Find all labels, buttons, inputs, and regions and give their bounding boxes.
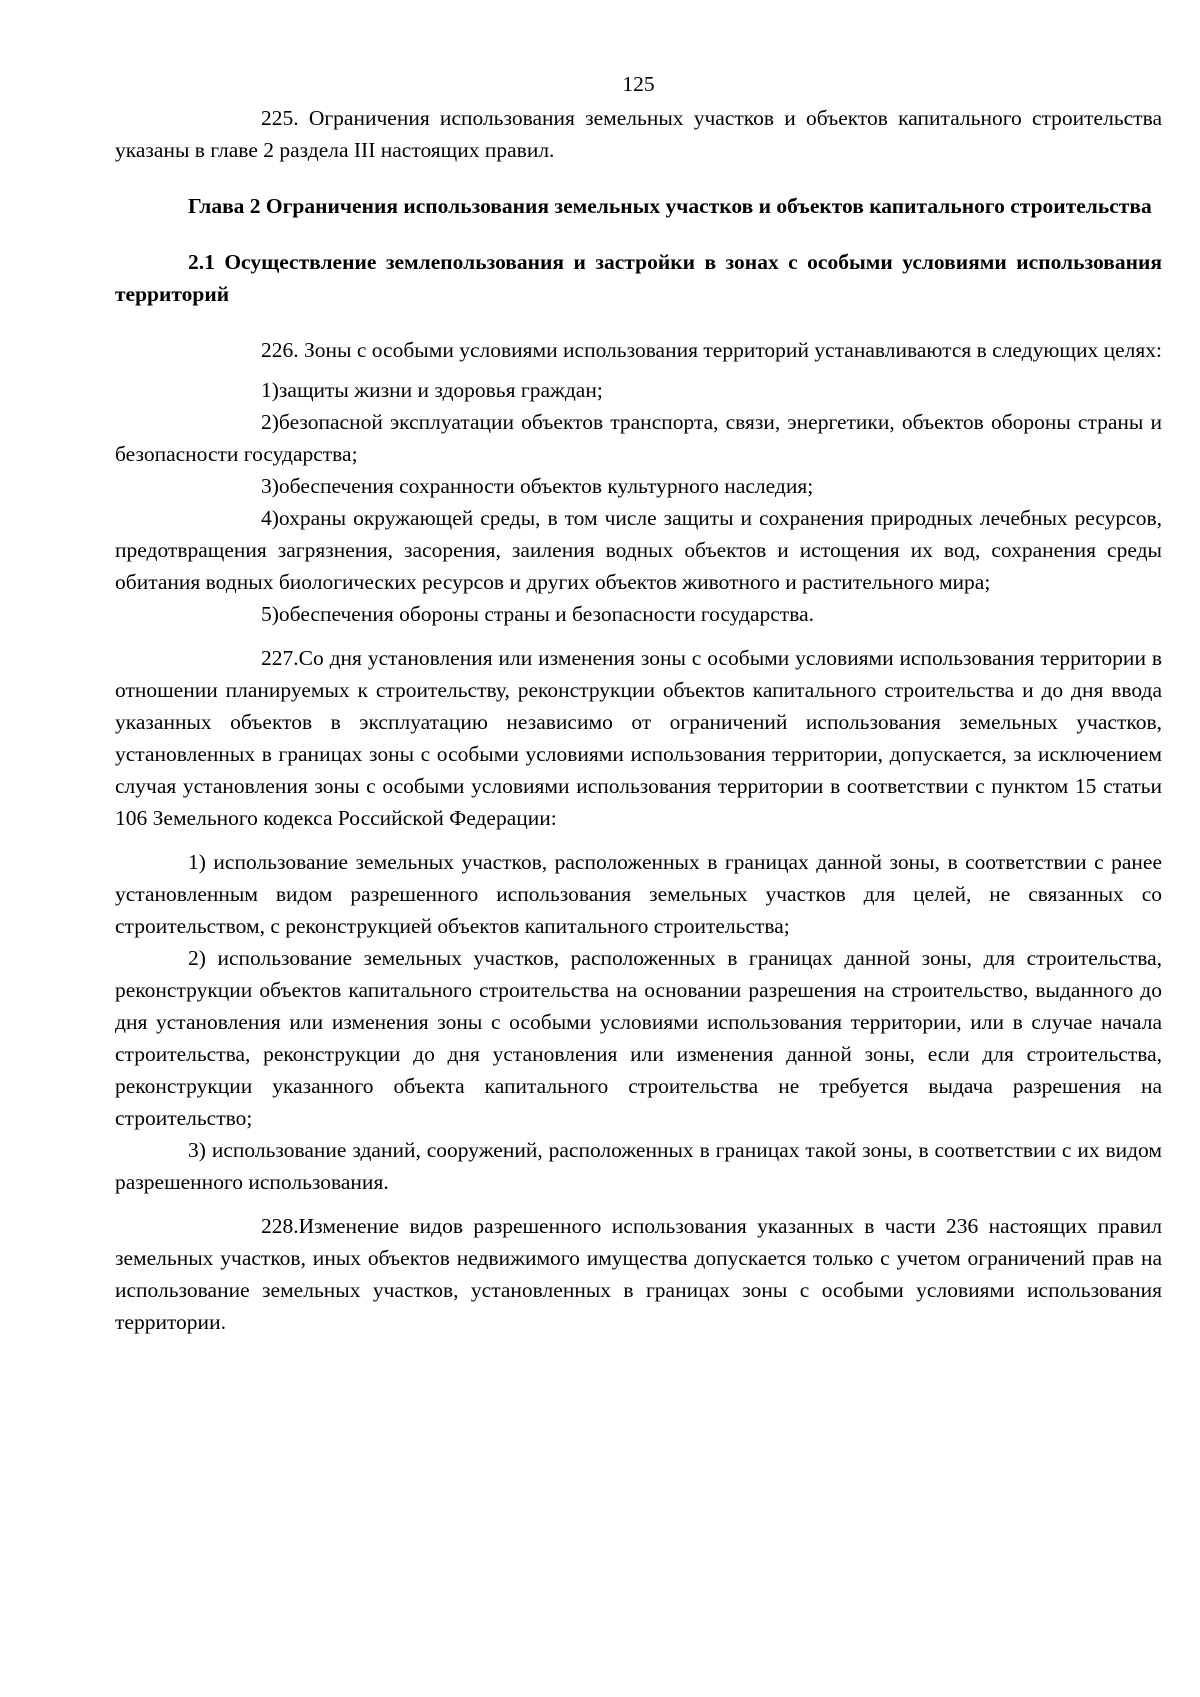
list-item bbox=[115, 502, 1162, 598]
list-item-number: 3) bbox=[188, 1138, 206, 1162]
list-item-number: 2) bbox=[261, 410, 279, 434]
list-item-text: охраны окружающей среды, в том числе защиты и сохранения природных лечебных ресурсов, предотвращения загрязнения, засорения, заиления водных объектов и истощения их вод, сохранения среды обитания водных биологических ресурсов и других объектов животного и растительного мира; bbox=[115, 506, 1162, 594]
list-item-text: обеспечения сохранности объектов культурного наследия; bbox=[278, 474, 814, 498]
list-item-text: обеспечения обороны страны и безопасности государства. bbox=[278, 602, 815, 626]
list-item bbox=[115, 1134, 1162, 1198]
paragraph-text: Со дня установления или изменения зоны с особыми условиями использования территории в отношении планируемых к строительству, реконструкции объектов капитального строительства и до дня ввода указанных объектов в эксплуатацию независимо от ограничений использования земельных участков, установленных в границах зоны с особыми условиями использования территории, допускается, за исключением случая установления зоны с особыми условиями использования территории в соответствии с пунктом 15 статьи 106 Земельного кодекса Российской Федерации: bbox=[115, 646, 1162, 830]
paragraph-text: Изменение видов разрешенного использования указанных в части 236 настоящих правил земельных участков, иных объектов недвижимого имущества допускается только с учетом ограничений прав на использование земельных участков, установленных в границах зоны с особыми условиями использования территории. bbox=[115, 1214, 1162, 1334]
list-item bbox=[115, 406, 1162, 470]
paragraph-225 bbox=[115, 102, 1162, 166]
list-item-number: 2) bbox=[188, 946, 206, 970]
list-item-number: 1) bbox=[188, 850, 206, 874]
list-item-text: использование земельных участков, расположенных в границах данной зоны, в соответствии с ранее установленным видом разрешенного использования земельных участков для целей, не связанных со строительством, с реконструкцией объектов капитального строительства; bbox=[115, 850, 1162, 938]
paragraph-text: Зоны с особыми условиями использования территорий устанавливаются в следующих целях: bbox=[304, 338, 1163, 362]
list-item bbox=[115, 942, 1162, 1134]
page-number: 125 bbox=[622, 72, 655, 96]
paragraph-number: 227. bbox=[261, 646, 299, 670]
list-item-number: 4) bbox=[261, 506, 279, 530]
paragraph-text: Ограничения использования земельных участков и объектов капитального строительства указаны в главе 2 раздела III настоящих правил. bbox=[115, 106, 1162, 162]
list-item-number: 1) bbox=[261, 378, 279, 402]
document-page bbox=[115, 68, 1162, 1338]
list-item-text: использование земельных участков, расположенных в границах данной зоны, для строительства, реконструкции объектов капитального строительства на основании разрешения на строительство, выданного до дня установления или изменения зоны с особыми условиями использования территории, или в случае начала строительства, реконструкции до дня установления или изменения данной зоны, если для строительства, реконструкции указанного объекта капитального строительства не требуется выдача разрешения на строительство; bbox=[115, 946, 1163, 1130]
list-item bbox=[115, 470, 1162, 502]
list-item bbox=[115, 374, 1162, 406]
list-item-text: использование зданий, сооружений, расположенных в границах такой зоны, в соответствии с их видом разрешенного использования. bbox=[115, 1138, 1163, 1194]
list-item bbox=[115, 598, 1162, 630]
list-item-number: 5) bbox=[261, 602, 279, 626]
list-item-text: безопасной эксплуатации объектов транспорта, связи, энергетики, объектов обороны страны и безопасности государства; bbox=[115, 410, 1162, 466]
section-heading: 2.1 Осуществление землепользования и застройки в зонах с особыми условиями использования территорий bbox=[115, 250, 1162, 306]
list-item-text: защиты жизни и здоровья граждан; bbox=[278, 378, 603, 402]
paragraph-227 bbox=[115, 642, 1162, 834]
paragraph-number: 228. bbox=[261, 1214, 299, 1238]
paragraph-226 bbox=[115, 334, 1162, 366]
paragraph-number: 225. bbox=[261, 106, 299, 130]
paragraph-228 bbox=[115, 1210, 1162, 1338]
chapter-heading: Глава 2 Ограничения использования земельных участков и объектов капитального строительства bbox=[188, 194, 1152, 218]
list-item bbox=[115, 846, 1162, 942]
paragraph-number: 226. bbox=[261, 338, 299, 362]
list-item-number: 3) bbox=[261, 474, 279, 498]
